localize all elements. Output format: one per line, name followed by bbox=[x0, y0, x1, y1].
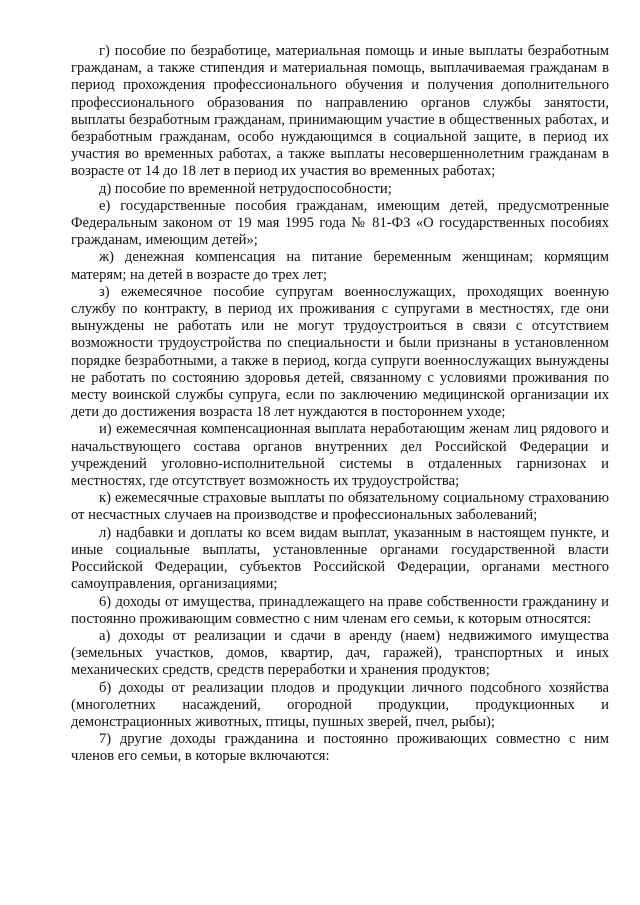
paragraph-b-household-produce: б) доходы от реализации плодов и продукции личного подсобного хозяйства (многолетних насаждений, огородной продукции, продукционных и демонстрационных животных, птицы, пушных зверей, пчел, рыбы); bbox=[71, 679, 609, 730]
paragraph-g-unemployment-benefits: г) пособие по безработице, материальная помощь и иные выплаты безработным гражданам, а также стипендия и материальная помощь, выплачиваемая гражданам в период прохождения профессионального обучения и получения дополнительного профессионального образования по направлению органов службы занятости, выплаты безработным гражданам, принимающим участие в общественных работах, и безработным гражданам, особо нуждающимся в социальной защите, в период их участия во временных работах, а также выплаты несовершеннолетним гражданам в возрасте от 14 до 18 лет в период их участия во временных работах; bbox=[71, 43, 609, 180]
paragraph-i-compensation-payment: и) ежемесячная компенсационная выплата неработающим женам лиц рядового и начальствующего состава органов внутренних дел Российской Федерации и учреждений уголовно-исполнительной системы в отдаленных гарнизонах и местностях, где отсутствует возможность их трудоустройства; bbox=[71, 421, 609, 490]
paragraph-zh-food-compensation: ж) денежная компенсация на питание беременным женщинам; кормящим матерям; на детей в возрасте до трех лет; bbox=[71, 249, 609, 283]
paragraph-e-child-benefits: е) государственные пособия гражданам, имеющим детей, предусмотренные Федеральным законом от 19 мая 1995 года № 81-ФЗ «О государственных пособиях гражданам, имеющим детей»; bbox=[71, 197, 609, 249]
paragraph-k-insurance-payments: к) ежемесячные страховые выплаты по обязательному социальному страхованию от несчастных случаев на производстве и профессиональных заболеваний; bbox=[71, 490, 609, 524]
paragraph-z-military-spouse-benefit: з) ежемесячное пособие супругам военнослужащих, проходящих военную службу по контракту, в период их проживания с супругами в местностях, где они вынуждены не работать или не могут трудоустроиться в связи с отсутствием возможности трудоустройства по специальности и были признаны в установленном порядке безработными, а также в период, когда супруги военнослужащих вынуждены не работать по состоянию здоровья детей, связанному с условиями проживания по месту воинской службы супруга, если по заключению медицинской организации их дети до достижения возраста 18 лет нуждаются в постороннем уходе; bbox=[71, 283, 609, 421]
paragraph-6-property-income: 6) доходы от имущества, принадлежащего на праве собственности гражданину и постоянно проживающим совместно с ним членам его семьи, к которым относятся: bbox=[71, 593, 609, 627]
paragraph-a-sale-and-rent: а) доходы от реализации и сдачи в аренду (наем) недвижимого имущества (земельных участков, домов, квартир, дач, гаражей), транспортных и иных механических средств, средств переработки и хранения продуктов; bbox=[71, 627, 609, 679]
paragraph-d-temporary-disability: д) пособие по временной нетрудоспособности; bbox=[99, 180, 392, 197]
paragraph-l-allowances: л) надбавки и доплаты ко всем видам выплат, указанным в настоящем пункте, и иные социальные выплаты, установленные органами государственной власти Российской Федерации, субъектов Российской Федерации, органами местного самоуправления, организациями; bbox=[71, 524, 609, 593]
paragraph-7-other-income: 7) другие доходы гражданина и постоянно проживающих совместно с ним членов его семьи, в которые включаются: bbox=[71, 731, 609, 765]
document-body bbox=[71, 43, 609, 766]
